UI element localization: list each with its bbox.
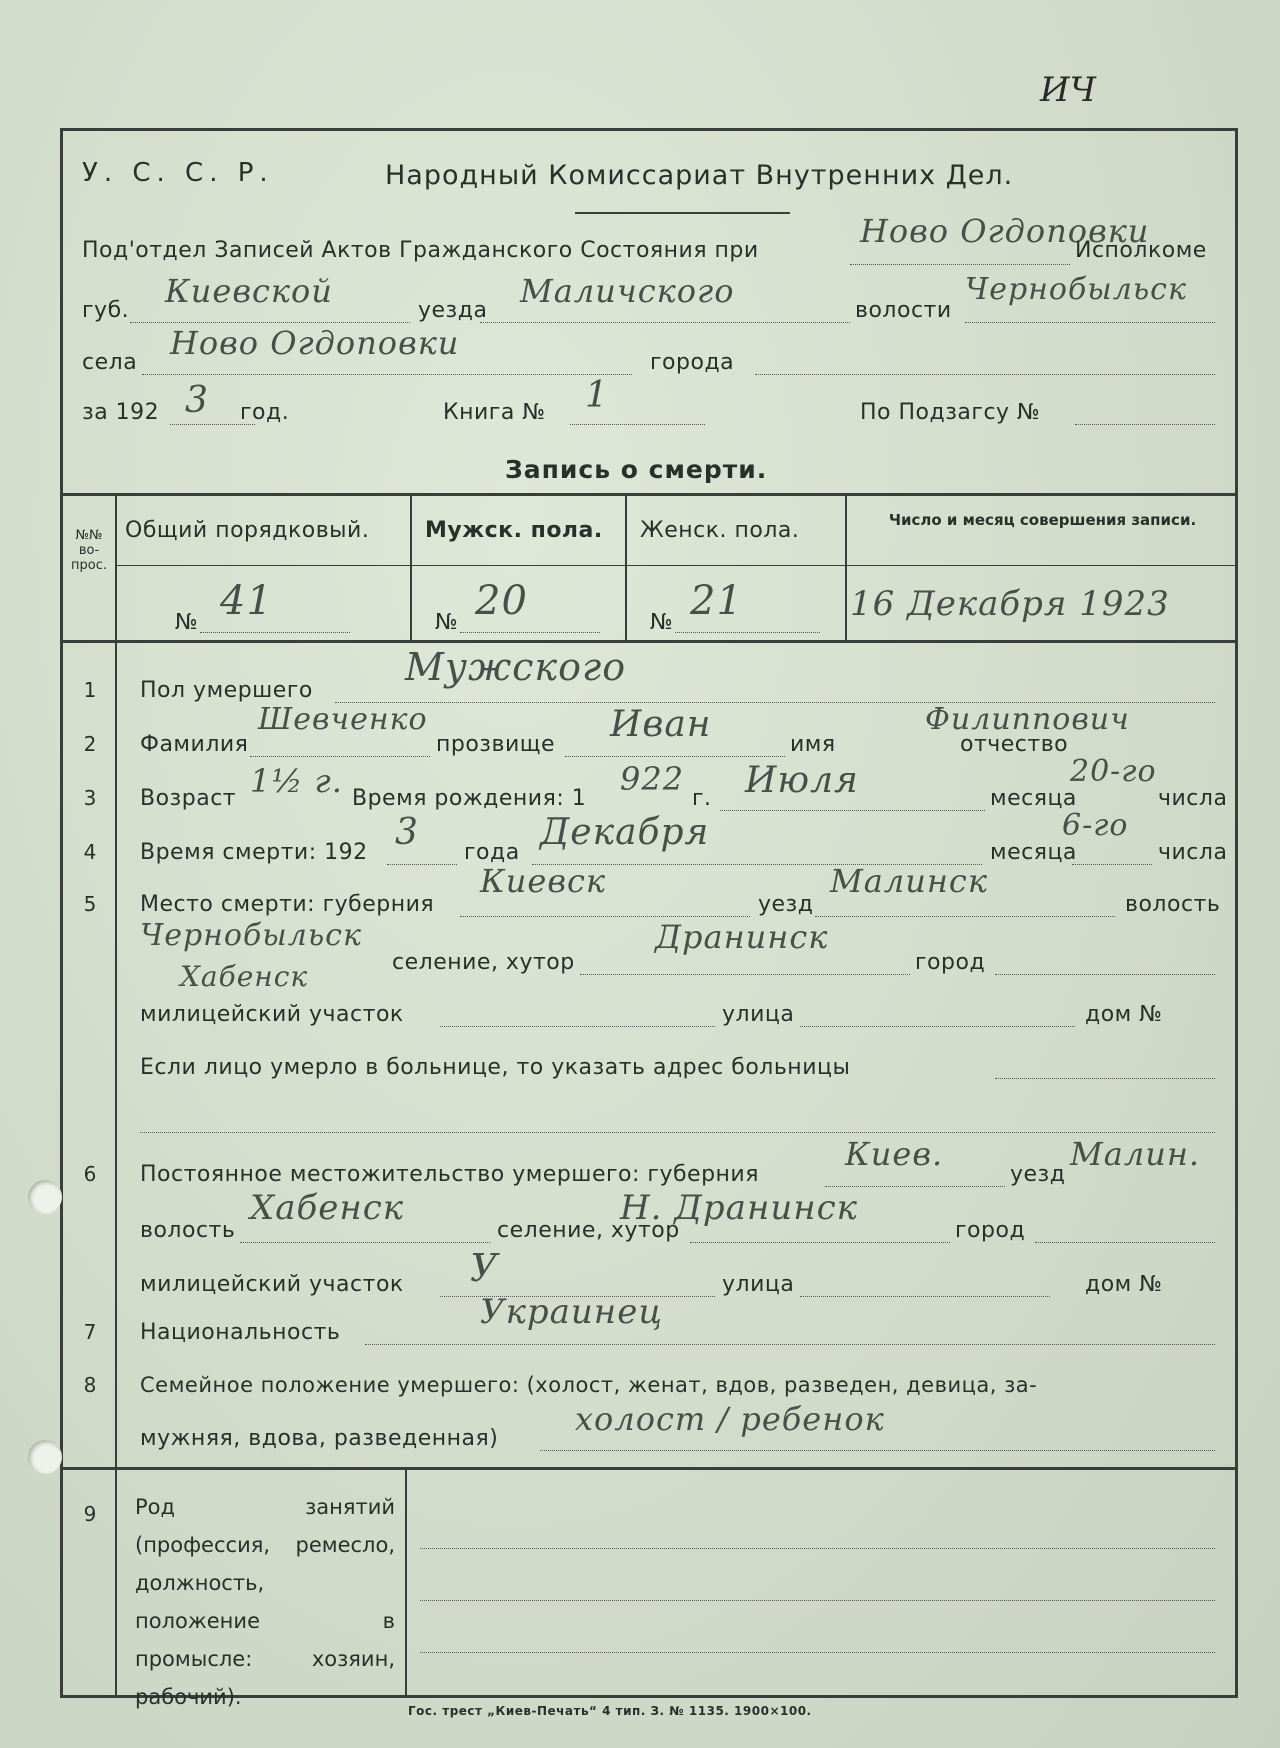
record-title: Запись о смерти.	[505, 455, 768, 484]
row-number-1: 1	[83, 678, 97, 702]
row-number-9: 9	[83, 1502, 97, 1526]
podzags-label: По Подзагсу №	[860, 400, 1041, 425]
book-value: 1	[585, 375, 609, 416]
no-prefix-1: №	[175, 610, 199, 635]
uezd-value: Маличского	[520, 272, 735, 310]
r2-surname-value: Шевченко	[258, 702, 428, 737]
row-number-7: 7	[83, 1320, 97, 1344]
r3-birth-year: 922	[620, 760, 685, 798]
year-value: 3	[185, 380, 209, 421]
r4-month-value: Декабря	[540, 812, 710, 853]
r3-age-value: 1½ г.	[250, 762, 343, 800]
row-number-8: 8	[83, 1373, 97, 1397]
volost-label: волости	[855, 298, 952, 323]
r3-birth-label: Время рождения: 1	[352, 786, 587, 811]
row-number-5: 5	[83, 892, 97, 916]
r6-selo-value: Н. Дранинск	[620, 1188, 858, 1228]
r5-hospital-label: Если лицо умерло в больнице, то указать адрес больницы	[140, 1055, 851, 1080]
r8-value: холост / ребенок	[575, 1400, 885, 1438]
r7-value: Украинец	[480, 1292, 664, 1332]
r1-label: Пол умершего	[140, 678, 313, 703]
r4-god-label: года	[464, 840, 520, 865]
r2-surname-label: Фамилия	[140, 732, 249, 757]
row-number-3: 3	[83, 786, 97, 810]
r2-patr-value: Филиппович	[925, 702, 1130, 737]
gub-value: Киевской	[165, 272, 333, 310]
r3-month-value: Июля	[745, 760, 859, 801]
year-label: за 192	[82, 400, 160, 425]
volost-value: Чернобыльск	[965, 272, 1187, 307]
god-label: год.	[240, 400, 290, 425]
record-date: 16 Декабря 1923	[850, 584, 1170, 624]
r5-militia-label: милицейский участок	[140, 1002, 404, 1027]
ussr-label: У. С. С. Р.	[82, 158, 274, 188]
r5-gorod-label: город	[915, 950, 986, 975]
r5-house-label: дом №	[1085, 1002, 1163, 1027]
subdept-label: Под'отдел Записей Актов Гражданского Состояния при	[82, 238, 759, 263]
r6-selo-label: селение, хутор	[497, 1218, 680, 1243]
r4-label: Время смерти: 192	[140, 840, 368, 865]
r9-label: Род занятий (профессия, ремесло, должность, положение в промысле: хозяин, рабочий).	[135, 1495, 395, 1709]
r5-uezd-value: Малинск	[830, 862, 988, 900]
row-number-4: 4	[83, 840, 97, 864]
r3-age-label: Возраст	[140, 786, 237, 811]
r5-extra-value: Хабенск	[180, 960, 309, 993]
r6-gorod-label: город	[955, 1218, 1026, 1243]
gorod-label: города	[650, 350, 735, 375]
r6-street-label: улица	[722, 1272, 795, 1297]
book-label: Книга №	[443, 400, 546, 425]
r5-volost-value: Чернобыльск	[140, 918, 362, 953]
commissariat-title: Народный Комиссариат Внутренних Дел.	[385, 160, 1014, 191]
r6-uezd-label: уезд	[1010, 1162, 1066, 1187]
male-number: 20	[475, 578, 528, 624]
col-date-header: Число и месяц совершения записи.	[888, 511, 1197, 529]
r5-gub-value: Киевск	[480, 862, 606, 900]
r1-value: Мужского	[405, 645, 627, 689]
punch-hole	[28, 1180, 62, 1214]
r4-year-value: 3	[395, 812, 419, 853]
r8-label-2: мужняя, вдова, разведенная)	[140, 1426, 499, 1451]
uezd-label: уезда	[418, 298, 488, 323]
no-prefix-2: №	[435, 610, 459, 635]
r6-militia-label: милицейский участок	[140, 1272, 404, 1297]
r2-patr-label: отчество	[960, 732, 1069, 757]
r3-g-label: г.	[692, 786, 712, 811]
subdept-value: Ново Огдоповки	[860, 212, 1150, 250]
col-female-header: Женск. пола.	[640, 518, 800, 543]
r6-militia-value: У	[470, 1246, 499, 1290]
col-general-header: Общий порядковый.	[125, 518, 370, 543]
row-number-2: 2	[83, 732, 97, 756]
r7-label: Национальность	[140, 1320, 341, 1345]
r4-day-label: числа	[1158, 840, 1228, 865]
r3-day-label: числа	[1158, 786, 1228, 811]
r4-month-label: месяца	[990, 840, 1077, 865]
printer-footer: Гос. трест „Киев-Печать“ 4 тип. З. № 1135. 1900×100.	[408, 1704, 812, 1718]
r5-volost-label: волость	[1125, 892, 1221, 917]
r6-volost-label: волость	[140, 1218, 236, 1243]
r6-label: Постоянное местожительство умершего: губерния	[140, 1162, 759, 1187]
r5-selo-label: селение, хутор	[392, 950, 575, 975]
r6-gub-value: Киев.	[845, 1135, 944, 1173]
punch-hole	[28, 1440, 62, 1474]
r6-house-label: дом №	[1085, 1272, 1163, 1297]
row-number-6: 6	[83, 1162, 97, 1186]
r5-street-label: улица	[722, 1002, 795, 1027]
r5-uezd-label: уезд	[758, 892, 814, 917]
r6-uezd-value: Малин.	[1070, 1135, 1201, 1173]
general-number: 41	[220, 578, 273, 624]
r5-label: Место смерти: губерния	[140, 892, 435, 917]
selo-value: Ново Огдоповки	[170, 324, 460, 362]
r6-volost-value: Хабенск	[250, 1188, 405, 1228]
r5-selo-value: Дранинск	[655, 918, 829, 956]
header-underline	[575, 212, 790, 214]
female-number: 21	[690, 578, 743, 624]
r2-nick-label: прозвище	[436, 732, 556, 757]
selo-label: села	[82, 350, 138, 375]
r4-day-value: 6-го	[1062, 808, 1129, 843]
col-male-header: Мужск. пола.	[425, 518, 603, 543]
r3-day-value: 20-го	[1070, 754, 1157, 789]
r8-label-1: Семейное положение умершего: (холост, женат, вдов, разведен, девица, за-	[140, 1373, 1038, 1397]
r2-name-label: имя	[790, 732, 836, 757]
executive-label: Исполкоме	[1075, 238, 1207, 263]
question-no-header: №№ во-прос.	[71, 528, 107, 573]
gub-label: губ.	[82, 298, 130, 323]
r3-month-label: месяца	[990, 786, 1077, 811]
r2-nick-value: Иван	[610, 704, 712, 745]
no-prefix-3: №	[650, 610, 674, 635]
corner-mark: ИЧ	[1040, 70, 1096, 110]
